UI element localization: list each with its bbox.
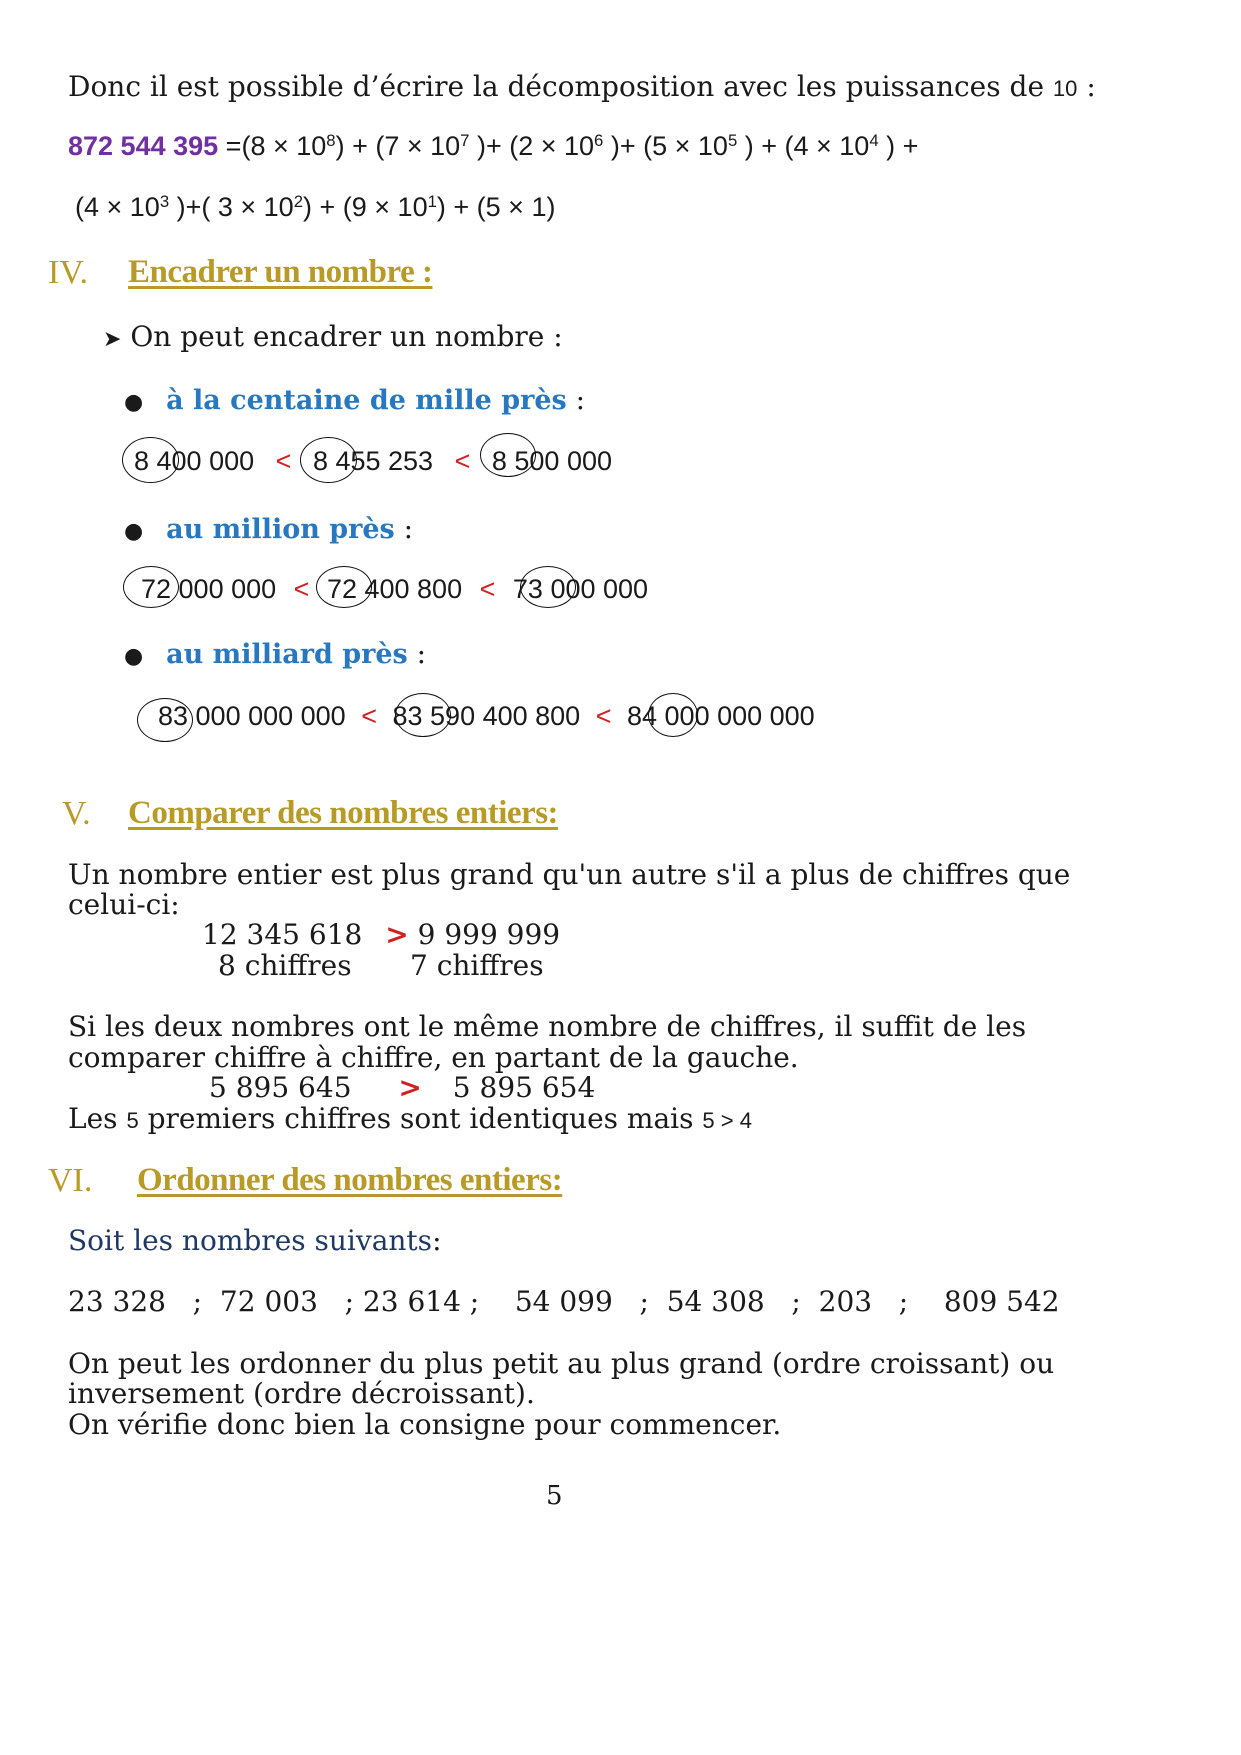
section-6-intro — [68, 1224, 442, 1258]
arrow-bullet-icon: ➤ — [103, 327, 122, 352]
power-term — [509, 131, 643, 161]
power-term-base: (5 × 10 — [643, 131, 728, 161]
frame-upper: 84 000 000 000 — [627, 701, 815, 731]
circle-mark — [648, 693, 698, 737]
frame-lower: 8 400 000 — [134, 446, 255, 476]
less-than-sign: < — [361, 701, 377, 731]
numbers-list: 23 328 ; 72 003 ; 23 614 ; 54 099 ; 54 308 ; 203 ; 809 542 — [68, 1285, 1060, 1318]
bullet-dot-icon: ● — [124, 644, 144, 669]
less-than-sign: < — [454, 446, 471, 476]
compare-right-note: 7 chiffres — [410, 949, 544, 982]
circle-mark — [395, 693, 451, 737]
circle-mark — [520, 566, 576, 608]
decomposition-line-1 — [68, 129, 918, 163]
section-5-p2-line1: Si les deux nombres ont le même nombre de chiffres, il suffit de les — [68, 1010, 1027, 1043]
power-term-suffix: )+ — [469, 131, 510, 161]
bullet-dot-icon: ● — [124, 390, 144, 415]
section-4-intro-text: On peut encadrer un nombre : — [130, 320, 563, 353]
compare-right-number: 9 999 999 — [417, 918, 561, 951]
section-4-intro — [103, 320, 563, 357]
power-term-suffix: ) + — [878, 131, 919, 161]
less-than-sign: < — [275, 446, 292, 476]
circle-mark — [122, 437, 179, 483]
section-5-p3 — [68, 1102, 752, 1138]
less-than-sign: < — [479, 574, 496, 604]
bullet-centaine-de-mille — [124, 383, 585, 420]
frame-lower: 72 000 000 — [141, 574, 277, 604]
frame-row-3 — [158, 699, 815, 733]
section-4-number: IV. — [48, 254, 88, 291]
greater-than-sign: > — [385, 918, 409, 951]
decomposition-line-2 — [75, 190, 555, 224]
power-term-base: (2 × 10 — [509, 131, 595, 161]
power-term — [75, 192, 201, 222]
decomposition-equals: = — [225, 131, 242, 161]
power-term-base: ( 3 × 10 — [201, 192, 294, 222]
power-term-base: (9 × 10 — [342, 192, 428, 222]
p3-text: premiers chiffres sont identiques mais — [147, 1102, 694, 1135]
power-term-exponent: 8 — [326, 130, 336, 150]
power-term-base: (5 × 1) — [476, 192, 556, 222]
section-5-number: V. — [62, 795, 91, 832]
power-term-base: (8 × 10 — [241, 131, 327, 161]
power-term — [785, 131, 919, 161]
frame-value: 83 590 400 800 — [392, 701, 581, 731]
decomposition-number: 872 544 395 — [68, 131, 219, 161]
power-term — [477, 192, 556, 222]
p3-comparison: 5 > 4 — [702, 1108, 752, 1133]
power-term — [343, 192, 477, 222]
intro-ten: 10 — [1052, 76, 1078, 101]
bullet-dot-icon: ● — [124, 519, 144, 544]
section-4-title: Encadrer un nombre : — [128, 254, 433, 290]
bullet-label: au million près — [166, 514, 395, 545]
intro-colon: : — [1086, 70, 1096, 103]
power-term-suffix: )+ — [603, 131, 644, 161]
compare-left-number: 12 345 618 — [202, 918, 363, 951]
power-term — [241, 131, 375, 161]
section-6-p1-line2: inversement (ordre décroissant). — [68, 1377, 535, 1410]
circle-mark — [137, 698, 193, 742]
circle-mark — [480, 433, 536, 477]
power-term-suffix: ) + — [335, 131, 376, 161]
bullet-colon: : — [407, 637, 427, 670]
power-term-exponent: 3 — [159, 191, 170, 211]
power-term-base: (7 × 10 — [375, 131, 461, 161]
power-term-exponent: 2 — [293, 191, 304, 211]
section-5-p1-line2: celui-ci: — [68, 888, 180, 921]
section-5-title: Comparer des nombres entiers: — [128, 795, 559, 831]
frame-upper: 73 000 000 — [512, 574, 649, 604]
frame-row-1 — [134, 444, 612, 478]
circle-mark — [300, 437, 357, 483]
bullet-million — [124, 512, 413, 549]
bullet-milliard — [124, 637, 426, 674]
power-term-exponent: 7 — [460, 130, 470, 150]
frame-value: 72 400 800 — [326, 574, 463, 604]
section-5-p2-line2: comparer chiffre à chiffre, en partant de la gauche. — [68, 1041, 799, 1074]
power-term-suffix: )+ — [169, 192, 202, 222]
section-6-intro-text: Soit les nombres suivants — [68, 1224, 433, 1257]
section-6-intro-colon: : — [432, 1224, 442, 1257]
power-term-suffix: ) + — [436, 192, 477, 222]
power-term-exponent: 1 — [427, 191, 437, 211]
page-number: 5 — [546, 1481, 563, 1511]
circle-mark — [123, 566, 179, 608]
bullet-label: au milliard près — [166, 639, 408, 670]
power-term-suffix: ) + — [737, 131, 785, 161]
frame-value: 8 455 253 — [312, 446, 434, 476]
less-than-sign: < — [293, 574, 310, 604]
power-term-base: (4 × 10 — [784, 131, 870, 161]
section-6-number: VI. — [48, 1162, 93, 1199]
compare-example-2 — [209, 1071, 595, 1105]
power-term — [201, 192, 342, 222]
frame-upper: 8 500 000 — [491, 446, 612, 476]
bullet-label: à la centaine de mille près — [166, 385, 567, 416]
p3-text: Les — [68, 1102, 118, 1135]
power-term-exponent: 6 — [594, 130, 604, 150]
compare-left-note: 8 chiffres — [218, 949, 352, 982]
power-term-exponent: 4 — [869, 130, 879, 150]
compare-example-1 — [202, 918, 560, 952]
intro-text: Donc il est possible d’écrire la décomposition avec les puissances de — [68, 70, 1045, 103]
less-than-sign: < — [595, 701, 612, 731]
frame-lower: 83 000 000 000 — [158, 701, 346, 731]
compare-left-number: 5 895 645 — [209, 1071, 352, 1104]
section-6-p2: On vérifie donc bien la consigne pour commencer. — [68, 1408, 782, 1441]
power-term — [643, 131, 784, 161]
section-6-p1-line1: On peut les ordonner du plus petit au plus grand (ordre croissant) ou — [68, 1347, 1055, 1380]
bullet-colon: : — [394, 512, 414, 545]
compare-right-number: 5 895 654 — [452, 1071, 596, 1104]
p3-number: 5 — [126, 1108, 139, 1133]
bullet-colon: : — [566, 383, 586, 416]
power-term-exponent: 5 — [727, 130, 738, 150]
circle-mark — [316, 566, 372, 608]
section-6-title: Ordonner des nombres entiers: — [137, 1162, 563, 1198]
power-term — [375, 131, 509, 161]
section-5-p1-line1: Un nombre entier est plus grand qu'un autre s'il a plus de chiffres que — [68, 858, 1071, 891]
intro-line — [68, 70, 1096, 106]
power-term-suffix: ) + — [303, 192, 343, 222]
greater-than-sign: > — [398, 1071, 422, 1104]
power-term-base: (4 × 10 — [75, 192, 160, 222]
